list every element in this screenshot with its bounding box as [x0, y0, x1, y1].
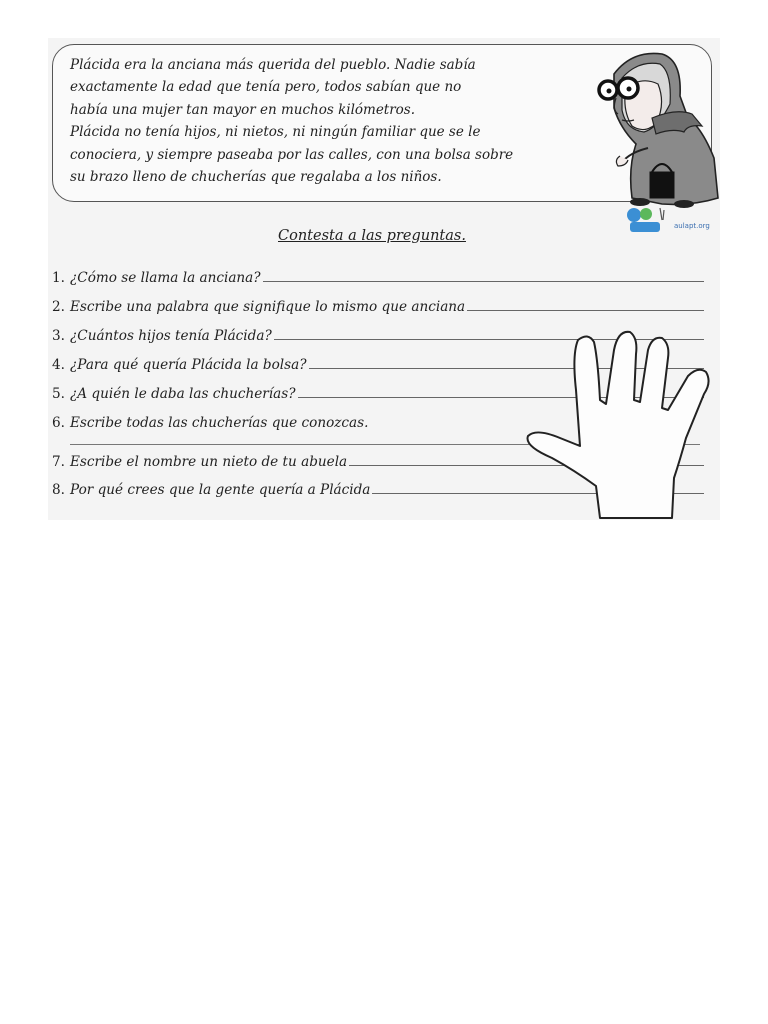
- answer-line[interactable]: [467, 309, 704, 311]
- aulapt-logo: [626, 206, 716, 236]
- question-text: ¿Cómo se llama la anciana?: [70, 270, 261, 286]
- aulapt-logo-icon: [626, 206, 668, 234]
- question-number: 8.: [52, 482, 65, 498]
- question-6: [52, 409, 412, 431]
- story-text: [70, 54, 580, 188]
- question-number: 1.: [52, 270, 65, 286]
- answer-line[interactable]: [263, 280, 704, 282]
- question-number: 2.: [52, 299, 65, 315]
- story-line: Plácida no tenía hijos, ni nietos, ni ningún familiar que se le: [70, 124, 481, 141]
- question-text: ¿Cuántos hijos tenía Plácida?: [70, 328, 272, 344]
- instruction-heading: Contesta a las preguntas.: [278, 228, 466, 244]
- question-text: Escribe una palabra que signifique lo mismo que anciana: [70, 299, 466, 315]
- story-line: su brazo lleno de chucherías que regalaba a los niños.: [70, 169, 442, 186]
- story-line: Plácida era la anciana más querida del pueblo. Nadie sabía: [70, 57, 476, 73]
- question-text: Escribe todas las chucherías que conozcas.: [70, 415, 369, 431]
- question-text: Por qué crees que la gente quería a Plácida: [70, 482, 371, 498]
- story-line: exactamente la edad que tenía pero, todos sabían que no: [70, 79, 462, 96]
- question-2: [52, 293, 704, 315]
- question-number: 7.: [52, 454, 65, 470]
- question-number: 3.: [52, 328, 65, 344]
- question-text: ¿Para qué quería Plácida la bolsa?: [70, 357, 307, 373]
- question-1: [52, 264, 704, 286]
- question-text: Escribe el nombre un nieto de tu abuela: [70, 454, 348, 470]
- question-number: 4.: [52, 357, 65, 373]
- logo-site-text: aulapt.org: [674, 222, 710, 230]
- story-line: había una mujer tan mayor en muchos kilómetros.: [70, 101, 416, 118]
- old-woman-illustration: [592, 48, 720, 210]
- question-number: 6.: [52, 415, 65, 431]
- question-number: 5.: [52, 386, 65, 402]
- question-text: ¿A quién le daba las chucherías?: [70, 386, 296, 402]
- hand-outline-icon: [522, 330, 714, 522]
- story-line: conociera, y siempre paseaba por las calles, con una bolsa sobre: [70, 146, 514, 163]
